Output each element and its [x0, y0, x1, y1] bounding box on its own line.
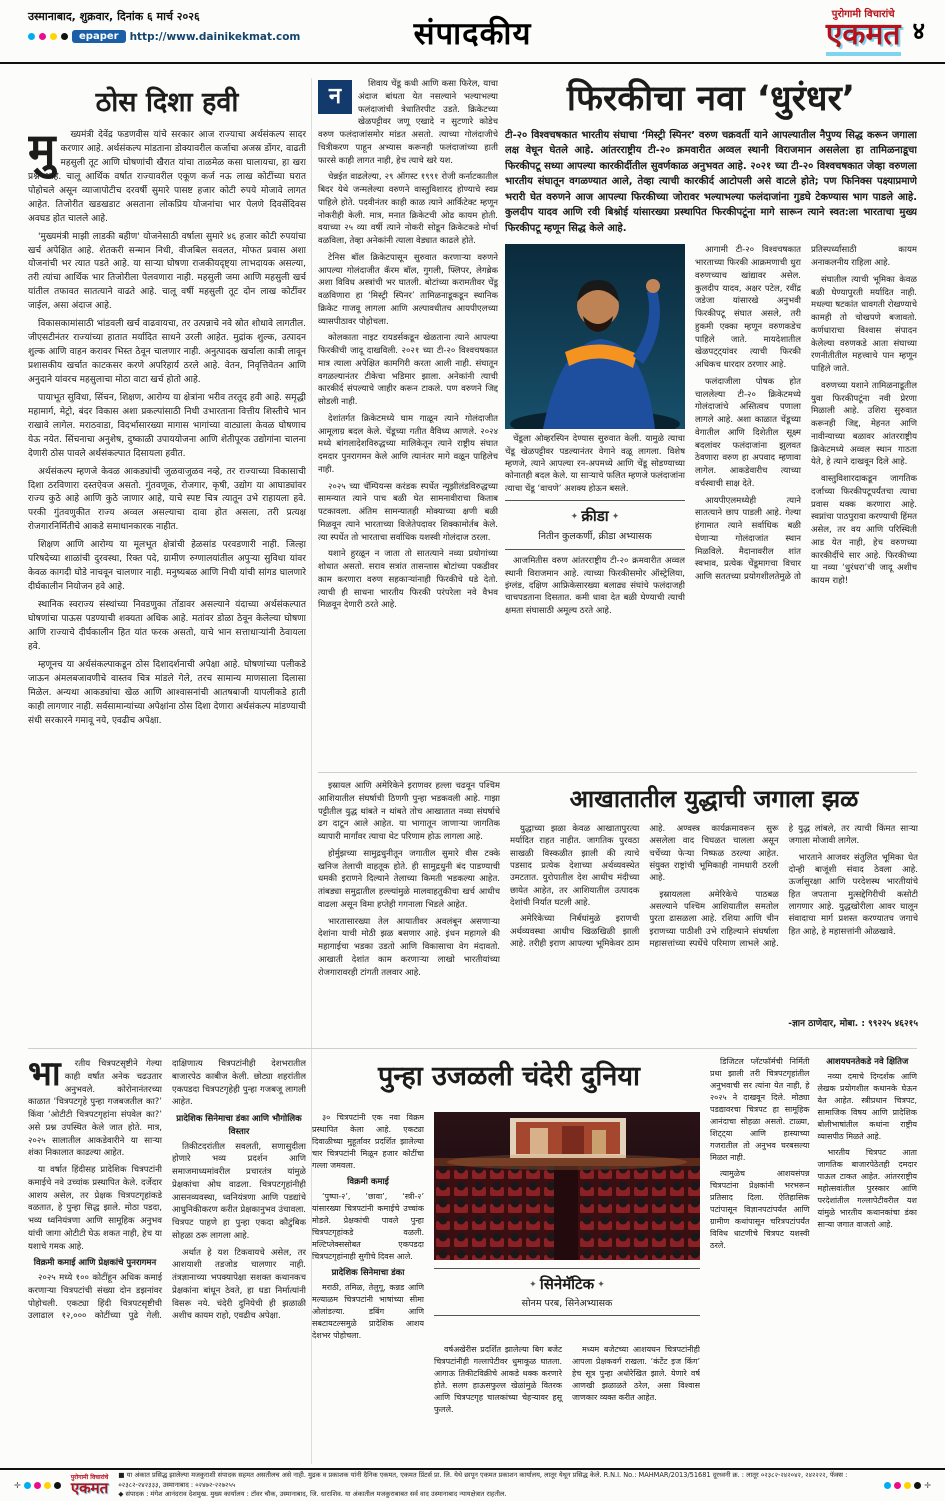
paragraph: नव्या दमाचे दिग्दर्शक आणि लेखक प्रयोगशील कथानके घेऊन येत आहेत. स्त्रीप्रधान चित्रपट, सामाजिक विषय आणि प्रादेशिक बोलीभाषांतील कथांना राष्ट्रीय व्यासपीठ मिळते आहे. [817, 1071, 917, 1141]
paragraph: ‘पुष्पा-२’, ‘छावा’, ‘स्त्री-२’ यांसारख्या चित्रपटांनी कमाईचे उच्चांक मोडले. प्रेक्षकांची पावले पुन्हा चित्रपटगृहांकडे वळली. मल्टिप्लेक्ससोबत एकपडदा चित्रपटगृहांनाही सुगीचे दिवस आले. [312, 1191, 424, 1261]
footer-brand-logo: एकमत [70, 1479, 109, 1497]
paragraph: शिवाय चेंडू कधी आणि कसा फिरेल, याचा अंदाज बांधता येत नसल्याने भल्याभल्या फलंदाजांची त्रेधातिरपीट उडते. क्रिकेटच्या खेळपट्टीवर जणू एखादे न सुटणारे कोडेच वरुण फलंदाजांसमोर मांडत असतो. त्याच्या गोलंदाजीचे चित्रीकरण पाहून अभ्यास करूनही फलंदाजांच्या हाती फारसे काही लागत नाही, हेच त्याचे खरे यश. [318, 79, 498, 166]
subhead: विक्रमी कमाई आणि प्रेक्षकांचे पुनरागमन [33, 1258, 157, 1269]
footer-line1: ■ या अंकात प्रसिद्ध झालेल्या मजकुराशी संपादक सहमत असतीलच असे नाही. मुद्रक व प्रकाशक यांनी दैनिक एकमत, एकमत प्रिंटर्स प्रा. लि. येथे छापून एकमत प्रकाशन कार्यालय, लातूर येथून प्रसिद्ध केले. R.N.I. No.: MAHMAR/2013/51681 दूरध्वनी क्र. : लातूर ०२३८२-२४२०४२, २४२२२२, फॅक्स : ०२३८२-२४२३३३, उस्मानाबाद : ०२४७२-२२७२५५ [118, 1471, 848, 1489]
cinema-topic-title: ✦ सिनेमॅटिक ✦ [436, 1274, 698, 1294]
paragraph: आगामी टी-२० विश्वचषकात भारताच्या फिरकी आक्रमणाची धुरा वरुणच्याच खांद्यावर असेल. कुलदीप यादव, अक्षर पटेल, रवींद्र जडेजा यांसारखे अनुभवी फिरकीपटू संघात असले, तरी हुकमी एक्का म्हणून वरुणकडेच पाहिले जाते. मायदेशातील खेळपट्ट्यांवर त्याची फिरकी अधिकच धारदार ठरणार आहे. [695, 245, 801, 370]
gulf-byline: -ज्ञान ठाणेदार, मोबा. : ९९२२५ ४६२१५ [788, 1019, 918, 1029]
cmyk-dot-cyan-icon [24, 1482, 31, 1489]
cricket-dropcap: न [318, 80, 352, 114]
paragraph: पायाभूत सुविधा, सिंचन, शिक्षण, आरोग्य या क्षेत्रांना भरीव तरतूद हवी आहे. समृद्धी महामार्ग, मेट्रो, बंदर विकास अशा प्रकल्पांसाठी निधी उभारताना वित्तीय शिस्तीचे भान राखावे लागेल. मराठवाडा, विदर्भासारख्या मागास भागांच्या वाट्याला केवळ घोषणाच येऊ नयेत. सिंचनाचा अनुशेष, दुष्काळी उपाययोजना आणि शेतीपूरक उद्योगांना चालना देणारी ठोस पावले अर्थसंकल्पात दिसायला हवीत. [28, 392, 306, 459]
cinema-under-columns [434, 1344, 700, 1464]
cmyk-dot-yellow-icon [44, 1482, 51, 1489]
paragraph: या वर्षात हिंदीसह प्रादेशिक चित्रपटांनी कमाईचे नवे उच्चांक प्रस्थापित केले. दर्जेदार आशय असेल, तर प्रेक्षक चित्रपटगृहांकडे वळतात, हे पुन्हा सिद्ध झाले. मोठा पडदा, भव्य ध्वनियंत्रणा आणि सामूहिक अनुभव यांची जागा ओटीटी घेऊ शकत नाही, हेच या यशाचे गमक आहे. [28, 1165, 162, 1252]
paragraph: टेनिस बॉल क्रिकेटपासून सुरुवात करणाऱ्या वरुणने आपल्या गोलंदाजीत कॅरम बॉल, गुगली, फ्लिपर, लेगब्रेक अशा विविध अस्त्रांची भर घातली. बोटांच्या करामतीवर चेंडू वळविणारा हा ‘मिस्ट्री स्पिनर’ तामिळनाडूकडून स्थानिक क्रिकेट गाजवू लागला आणि अल्पावधीतच आयपीएलच्या व्यासपीठावर पोहोचला. [318, 252, 498, 327]
gulf-right-region [510, 780, 918, 1038]
paragraph: युद्धाच्या झळा केवळ आखातापुरत्या मर्यादित राहत नाहीत. जागतिक पुरवठा साखळी विस्कळीत झाली की त्याचे पडसाद प्रत्येक देशाच्या अर्थव्यवस्थेत उमटतात. युरोपातील देश आधीच मंदीच्या छायेत आहेत, तर आशियातील उत्पादक देशांची निर्यात घटली आहे. [510, 824, 640, 908]
paragraph: मध्यम बजेटच्या आशयघन चित्रपटांनीही आपला प्रेक्षकवर्ग राखला. ‘कंटेंट इज किंग’ हेच सूत्र पुन्हा अधोरेखित झाले. येणारे वर्ष आणखी झळाळते ठरेल, असा विश्वास जाणकार व्यक्त करीत आहेत. [572, 1345, 700, 1402]
paragraph: अर्थात हे यश टिकवायचे असेल, तर आशयाशी तडजोड चालणार नाही. तंत्रज्ञानाच्या भपक्यापेक्षा सशक्त कथानकच प्रेक्षकांना बांधून ठेवते, हा धडा निर्मात्यांनी विसरू नये. चंदेरी दुनियेची ही झळाळी अशीच कायम राहो, एवढीच अपेक्षा. [172, 1247, 306, 1322]
cmyk-dot-yellow-icon [904, 1482, 911, 1489]
paragraph: यशाने हुरळून न जाता तो सातत्याने नव्या प्रयोगांच्या शोधात असतो. सराव सत्रांत तासन्तास बोटांच्या पकडीवर काम करणारा वरुण सहकाऱ्यांनाही फिरकीचे धडे देतो. त्याची ही साधना भारतीय फिरकी परंपरेला नवे वैभव मिळवून देणारी ठरते आहे. [318, 549, 498, 611]
sports-topic-author: नितीन कुलकर्णी, क्रीडा अभ्यासक [538, 530, 652, 542]
editorial-dropcap: मु [28, 129, 56, 177]
brand-tagline: पुरोगामी विचारांचे [831, 9, 895, 20]
paragraph: रतीय चित्रपटसृष्टीने गेल्या काही वर्षांत अनेक चढउतार अनुभवले. कोरोनानंतरच्या काळात ‘चित्रपटगृहे पुन्हा गजबजतील का?’ किंवा ‘ओटीटी चित्रपटगृहांना संपवेल का?’ असे प्रश्न उपस्थित केले जात होते. मात्र, २०२५ सालातील आकडेवारीने या साऱ्या शंका निकालात काढल्या आहेत. [28, 1059, 162, 1159]
paragraph: अर्थसंकल्प म्हणजे केवळ आकड्यांची जुळवाजुळव नव्हे, तर राज्याच्या विकासाची दिशा ठरविणारा दस्तऐवज असतो. गुंतवणूक, रोजगार, कृषी, उद्योग या आघाड्यांवर राज्य कुठे आहे आणि कुठे जाणार आहे, याचे स्पष्ट चित्र त्यातून उभे राहायला हवे. परकी गुंतवणुकीत राज्य अव्वल असल्याचा दावा होत असला, तरी प्रत्यक्ष रोजगारनिर्मितीचे आकडे समाधानकारक नाहीत. [28, 466, 306, 533]
article-film-industry [28, 1058, 306, 1464]
paragraph: वरुणच्या यशाने तामिळनाडूतील युवा फिरकीपटूंना नवी प्रेरणा मिळाली आहे. उशिरा सुरुवात करूनही जिद्द, मेहनत आणि नावीन्याच्या बळावर आंतरराष्ट्रीय क्रिकेटमध्ये अव्वल स्थान गाठता येते, हे त्याने दाखवून दिले आहे. [811, 380, 917, 468]
paragraph: मराठी, तमिळ, तेलुगू, कन्नड आणि मल्याळम चित्रपटांनी भाषांच्या सीमा ओलांडल्या. डबिंग आणि सबटायटल्समुळे प्रादेशिक आशय देशभर पोहोचला. [312, 1282, 424, 1340]
article-gulf-war [318, 780, 918, 1042]
paragraph: तिकीटदरांतील सवलती, सणासुदीला होणारे भव्य प्रदर्शन आणि समाजमाध्यमांवरील प्रचारतंत्र यांमुळे प्रेक्षकांचा ओघ वाढला. चित्रपटगृहांनीही आसनव्यवस्था, ध्वनियंत्रणा आणि पडद्यांचे आधुनिकीकरण करीत प्रेक्षकानुभव उंचावला. चित्रपट पाहणे हा पुन्हा एकदा कौटुंबिक सोहळा ठरू लागला आहे. [172, 1141, 306, 1241]
brand-block [826, 6, 901, 56]
cinema-right-columns [710, 1056, 917, 1464]
sports-topic-box [505, 500, 685, 551]
article-cinema [312, 1056, 917, 1464]
sports-topic-title: ✦ क्रीडा ✦ [507, 506, 683, 528]
paragraph: २०२५ च्या चॅम्पियन्स करंडक स्पर्धेत न्यूझीलंडविरुद्धच्या सामन्यात त्याने पाच बळी घेत सामनावीराचा किताब पटकावला. अंतिम सामन्यातही मोक्याच्या क्षणी बळी मिळवून त्याने भारताच्या विजेतेपदावर शिक्कामोर्तब केले. त्या स्पर्धेत तो भारताचा सर्वाधिक यशस्वी गोलंदाज ठरला. [318, 481, 498, 543]
paragraph: विकासकामांसाठी भांडवली खर्च वाढवायचा, तर उत्पन्नाचे नवे स्रोत शोधावे लागतील. जीएसटीनंतर राज्यांच्या हातात मर्यादित साधने उरली आहेत. मुद्रांक शुल्क, उत्पादन शुल्क आणि वाहन करावर भिस्त ठेवून चालणार नाही. अनुत्पादक खर्चाला कात्री लावून प्रशासकीय खर्चात काटकसर करणे अपरिहार्य ठरले आहे. वेतन, निवृत्तिवेतन आणि अनुदाने यांवरच महसुलाचा मोठा वाटा खर्च होतो आहे. [28, 319, 306, 385]
epaper-badge[interactable]: epaper [72, 30, 126, 43]
footer-imprint [0, 1468, 945, 1501]
epaper-url-link[interactable]: http://www.dainikekmat.com [129, 30, 301, 43]
cinema-topic-box [434, 1268, 700, 1316]
article-cricket-main [505, 78, 917, 768]
brand-underline [826, 52, 901, 56]
dateline: उस्मानाबाद, शुक्रवार, दिनांक ६ मार्च २०२६ [28, 10, 200, 23]
subhead: विक्रमी कमाई [347, 1177, 389, 1187]
reg-mark-icon: ✛ [924, 1481, 931, 1490]
cricket-after-box-paragraph: आजमितीस वरुण आंतरराष्ट्रीय टी-२० क्रमवारीत अव्वल स्थानी विराजमान आहे. त्याच्या फिरकीसमोर ऑस्ट्रेलिया, इंग्लंड, दक्षिण आफ्रिकेसारख्या बलाढ्य संघांचे फलंदाजही चाचपडताना दिसतात. कमी धावा देत बळी घेण्याची त्याची क्षमता संघासाठी अमूल्य ठरते आहे. [505, 556, 685, 616]
subhead: आशयघनतेकडे नवे क्षितिज [826, 1057, 909, 1067]
paragraph: ख्यमंत्री देवेंद्र फडणवीस यांचे सरकार आज राज्याचा अर्थसंकल्प सादर करणार आहे. अर्थसंकल्प मांडताना डोक्यावरील कर्जाचा अजस्र डोंगर, वाढती महसुली तूट आणि घोषणांची खैरात यांचा ताळमेळ कसा घालायचा, हा खरा प्रश्न आहे. चालू आर्थिक वर्षात राज्यावरील एकूण कर्ज नऊ लाख कोटींच्या घरात पोहोचले असून व्याजापोटीच दरवर्षी सुमारे पासष्ट हजार कोटी रुपये मोजावे लागत आहेत. तिजोरीत खडखडाट असताना लोकप्रिय योजनांचा भार पेलणे दिवसेंदिवस अवघड होत चालले आहे. [28, 130, 306, 224]
cricket-intro: टी-२० विश्वचषकात भारतीय संघाचा ‘मिस्ट्री स्पिनर’ वरुण चक्रवर्ती याने आपल्यातील नैपुण्य सिद्ध करून जगाला लक्ष वेधून घेतले आहे. आंतरराष्ट्रीय टी-२० क्रमवारीत अव्वल स्थानी विराजमान असलेला हा तामिळनाडूचा फिरकीपटू सध्या आपल्या कारकीर्दीतील सुवर्णकाळ अनुभवत आहे. २०२१ च्या टी-२० विश्वचषकात जेव्हा वरुणला भारतीय संघातून वगळण्यात आले, तेव्हा त्याची कारकीर्द आटोपली असे वाटले होते; पण फिनिक्स पक्ष्याप्रमाणे भरारी घेत वरुणने आज आपल्या फिरकीच्या जोरावर भल्याभल्या फलंदाजांना गुडघे टेकण्यास भाग पाडले आहे. कुलदीप यादव आणि रवी बिश्नोई यांसारख्या प्रस्थापित फिरकीपटूंना मागे सारून त्याने स्वत:ला भारताचा मुख्य फिरकीपटू म्हणून सिद्ध केले आहे. [505, 129, 917, 234]
masthead-rule [0, 62, 945, 64]
paragraph: स्थानिक स्वराज्य संस्थांच्या निवडणुका तोंडावर असल्याने यंदाच्या अर्थसंकल्पात घोषणांचा पाऊस पडण्याची शक्यता अधिक आहे. मतांवर डोळा ठेवून केलेल्या घोषणा आणि राज्याचे दीर्घकालीन हित यांत फरक असतो, याचे भान सत्ताधाऱ्यांनी ठेवायला हवे. [28, 600, 306, 652]
section-divider [28, 1048, 917, 1049]
subhead: प्रादेशिक सिनेमाचा डंका आणि भौगोलिक विस्तार [176, 1114, 302, 1137]
cmyk-dot-magenta-icon [894, 1482, 901, 1489]
paragraph: ३० चित्रपटांनी एक नवा विक्रम प्रस्थापित केला आहे. एकट्या दिवाळीच्या मुहूर्तावर प्रदर्शित झालेल्या चार चित्रपटांनी मिळून हजार कोटींचा गल्ला जमवला. [312, 1113, 424, 1170]
paragraph: भारतीय चित्रपट आता जागतिक बाजारपेठेतही दमदार पाऊल टाकत आहेत. आंतरराष्ट्रीय महोत्सवांतील पुरस्कार आणि परदेशांतील गल्लापेटीवरील यश यांमुळे भारतीय कथानकांचा डंका साऱ्या जगात वाजतो आहे. [817, 1147, 917, 1229]
footer-reg-dots-left [14, 1481, 61, 1490]
footer-brand-tagline: पुरोगामी विचारांचे [70, 1474, 109, 1481]
cmyk-dot-black-icon [914, 1482, 921, 1489]
paragraph: म्हणूनच या अर्थसंकल्पाकडून ठोस दिशादर्शनाची अपेक्षा आहे. घोषणांच्या पलीकडे जाऊन अंमलबजावणीचे वास्तव चित्र मांडले गेले, तरच सामान्य माणसाला दिलासा मिळेल. अन्यथा आकड्यांचा खेळ आणि आश्वासनांची आतषबाजी यापलीकडे हाती काही लागणार नाही. सर्वसामान्यांच्या अपेक्षांना ठोस दिशा देणारा अर्थसंकल्प मांडण्याची संधी सरकारने गमावू नये, एवढीच अपेक्षा. [28, 659, 306, 726]
cmyk-dot-cyan-icon [884, 1482, 891, 1489]
brand-logo: एकमत [825, 17, 901, 52]
paragraph: भारताने आजवर संतुलित भूमिका घेत दोन्ही बाजूंशी संवाद ठेवला आहे. ऊर्जासुरक्षा आणि परदेशस्थ भारतीयांचे हित जपताना मुत्सद्देगिरीची कसोटी लागणार आहे. युद्धखोरीला आवर घालून संवादाचा मार्ग प्रशस्त करण्यातच जगाचे हित आहे, हे महासत्तांनी ओळखावे. [788, 852, 918, 937]
gulf-left-column [318, 780, 500, 1038]
article-cricket-left-column [318, 78, 498, 768]
paragraph: संघातील त्याची भूमिका केवळ बळी घेण्यापुरती मर्यादित नाही. मधल्या षटकांत धावगती रोखण्याचे कामही तो चोखपणे बजावतो. कर्णधाराचा विश्वास संपादन केलेल्या वरुणकडे आता संघाच्या रणनीतीतील महत्त्वाचे पान म्हणून पाहिले जाते. [811, 274, 917, 374]
paragraph: होर्मुझच्या सामुद्रधुनीतून जगातील सुमारे वीस टक्के खनिज तेलाची वाहतूक होते. ही सामुद्रधुनी बंद पाडण्याची धमकी इराणने दिल्याने तेलाच्या किमती भडकल्या आहेत. तांबड्या समुद्रातील हल्ल्यांमुळे मालवाहतुकीचा खर्च आधीच वाढला असून विमा हप्तेही गगनाला भिडले आहेत. [318, 848, 500, 910]
cmyk-dot-black-icon [54, 1482, 61, 1489]
paragraph: भारतासारख्या तेल आयातीवर अवलंबून असणाऱ्या देशांना याची मोठी झळ बसणार आहे. इंधन महागले की महागाईचा भडका उडतो आणि विकासाचा वेग मंदावतो. आखाती देशांत काम करणाऱ्या लाखो भारतीयांच्या रोजगारावरही टांगती तलवार आहे. [318, 916, 500, 978]
cricket-text-columns [695, 244, 917, 749]
paragraph: आयपीएलमध्येही त्याने सातत्याने छाप पाडली आहे. गेल्या हंगामात त्याने सर्वाधिक बळी घेणाऱ्या गोलंदाजांत स्थान मिळविले. मैदानावरील शांत स्वभाव, प्रत्येक चेंडूमागचा विचार आणि सततच्या प्रयोगशीलतेमुळे तो प्रतिस्पर्ध्यांसाठी कायम अनाकलनीय राहिला आहे. [695, 245, 917, 582]
section-title: संपादकीय [413, 16, 532, 52]
cmyk-dot-magenta-icon [34, 1482, 41, 1489]
reg-mark-icon: ✛ [14, 1481, 21, 1490]
paragraph: कोलकाता नाइट रायडर्सकडून खेळताना त्याने आपल्या फिरकीची जादू दाखविली. २०२१ च्या टी-२० विश्वचषकात मात्र त्याला अपेक्षित कामगिरी करता आली नाही. संघातून वगळल्यानंतर टीकेचा भडिमार झाला. अनेकांनी त्याची कारकीर्द संपल्याचे जाहीर करून टाकले. पण वरुणने जिद्द सोडली नाही. [318, 333, 498, 407]
masthead-brand-area [826, 6, 925, 56]
masthead [0, 0, 945, 62]
editorial-body [28, 129, 306, 1029]
footer-line2: ◆ संपादक : मंगेश आनंदराव देशमुख. मुख्य कार्यालय : टॉवर चौक, उस्मानाबाद, जि. धाराशिव. या अंकातील मजकुराबाबत सर्व वाद उस्मानाबाद न्यायक्षेत्रात राहतील. [118, 1490, 507, 1499]
cricket-photo-paragraph: चेंडूला ओव्हरस्पिन देण्यास सुरुवात केली. यामुळे त्याचा चेंडू खेळपट्टीवर पडल्यानंतर वेगाने वळू लागला. विशेष म्हणजे, त्याने आपल्या रन-अपमध्ये आणि चेंडू सोडण्याच्या कोनातही बदल केले. या साऱ्याचे फलित म्हणजे फलंदाजांना त्याचा चेंडू ‘वाचणे’ अशक्य होऊन बसले. [505, 434, 685, 494]
subhead: प्रादेशिक सिनेमाचा डंका [331, 1267, 405, 1278]
footer-reg-dots-right [884, 1481, 931, 1490]
cinema-hall-photo [434, 1112, 700, 1260]
cricket-player-photo [505, 244, 685, 429]
paragraph: 'मुख्यमंत्री माझी लाडकी बहीण' योजनेसाठी वर्षाला सुमारे ४६ हजार कोटी रुपयांचा खर्च अपेक्षित आहे. शेतकरी सन्मान निधी, वीजबिल सवलत, मोफत प्रवास अशा योजनांची भर त्यात पडते आहे. या साऱ्या घोषणा राजकीयदृष्ट्या लाभदायक असल्या, तरी त्यांचा आर्थिक भार तिजोरीला पेलवणारा नाही. महसुली जमा आणि महसुली खर्च यांतील तफावत सातत्याने वाढते आहे. चालू वर्षी महसुली तूट दोन लाख कोटींवर जाईल, असा अंदाज आहे. [28, 231, 306, 312]
paragraph: देशांतर्गत क्रिकेटमध्ये घाम गाळून त्याने गोलंदाजीत आमूलाग्र बदल केले. चेंडूच्या गतीत वैविध्य आणले. २०२४ मध्ये बांगलादेशविरुद्धच्या मालिकेतून त्याने राष्ट्रीय संघात दमदार पुनरागमन केले आणि त्यानंतर मागे वळून पाहिलेच नाही. [318, 413, 498, 475]
cricket-headline: फिरकीचा नवा ‘धुरंधर’ [566, 79, 856, 119]
paragraph: अमेरिकेच्या निर्बंधांमुळे इराणची अर्थव्यवस्था आधीच खिळखिळी झाली आहे. तरीही इराण आपल्या भूमिकेवर ठाम आहे. अण्वस्त्र कार्यक्रमावरून सुरू असलेला वाद चिघळत चालला असून चर्चेच्या फेऱ्या निष्फळ ठरल्या आहेत. संयुक्त राष्ट्रांची भूमिकाही नामधारी ठरली आहे. [510, 824, 779, 949]
footer-imprint-text [118, 1471, 874, 1500]
paragraph: चेन्नईत वाढलेल्या, २९ ऑगस्ट १९९१ रोजी कर्नाटकातील बिदर येथे जन्मलेल्या वरुणने वास्तुविशारद होण्याचे स्वप्न पाहिले होते. पदवीनंतर काही काळ त्याने आर्किटेक्ट म्हणून नोकरीही केली. मात्र, मनात क्रिकेटची ओढ कायम होती. वयाच्या २५ व्या वर्षी त्याने नोकरी सोडून क्रिकेटकडे मोर्चा वळविला, तेव्हा अनेकांनी त्याला वेड्यात काढले होते. [318, 172, 498, 246]
editorial-headline: ठोस दिशा हवी [95, 87, 239, 118]
paragraph: त्यामुळेच आशयसंपन्न चित्रपटांना प्रेक्षकांनी भरभरून प्रतिसाद दिला. ऐतिहासिक पटांपासून विज्ञानपटांपर्यंत आणि ग्रामीण कथांपासून चरित्रपटांपर्यंत विविध धाटणीचे चित्रपट यशस्वी ठरले. [710, 1169, 810, 1250]
paragraph: इस्रायलला अमेरिकेचे पाठबळ असल्याने पश्चिम आशियातील समतोल पुरता ढासळला आहे. रशिया आणि चीन इराणच्या पाठीशी उभे राहिल्याने संघर्षाला महासत्तांच्या स्पर्धेचे परिमाण लाभले आहे. हे युद्ध लांबले, तर त्याची किंमत साऱ्या जगाला मोजावी लागेल. [649, 824, 918, 949]
paragraph: वर्षअखेरीस प्रदर्शित झालेल्या बिग बजेट चित्रपटांनीही गल्लापेटीवर धुमाकूळ घातला. आगाऊ तिकीटविक्रीचे आकडे थक्क करणारे होते. सलग हाऊसफुल्ल खेळांमुळे वितरक आणि चित्रपटगृह चालकांच्या चेहऱ्यावर हसू फुलले. [434, 1345, 562, 1414]
gulf-headline: आखातातील युद्धाची जगाला झळ [569, 785, 859, 813]
paragraph: वास्तुविशारदाकडून जागतिक दर्जाच्या फिरकीपटूपर्यंतचा त्याचा प्रवास थक्क करणारा आहे. स्वप्नांचा पाठपुरावा करण्याची हिंमत असेल, तर वय आणि परिस्थिती आड येत नाही, हेच वरुणच्या कारकीर्दीचे सार आहे. फिरकीच्या या नव्या ‘धुरंधरा’ची जादू अशीच कायम राहो! [811, 474, 917, 586]
paragraph: शिक्षण आणि आरोग्य या मूलभूत क्षेत्रांची हेळसांड परवडणारी नाही. जिल्हा परिषदेच्या शाळांची दुरवस्था, रिक्त पदे, ग्रामीण रुग्णालयांतील अपुऱ्या सुविधा यांवर केवळ कागदी घोडे नाचवून चालणार नाही. मनुष्यबळ आणि निधी यांची सांगड घालणारे दीर्घकालीन नियोजन हवे आहे. [28, 540, 306, 593]
article-editorial [28, 78, 306, 1030]
cricket-body-row [505, 244, 917, 749]
section-divider [318, 772, 917, 773]
page-number: ४ [912, 17, 925, 45]
paragraph: २०२५ मध्ये १०० कोटींहून अधिक कमाई करणाऱ्या चित्रपटांची संख्या दोन डझनांवर पोहोचली. एकट्या हिंदी चित्रपटसृष्टीची उलाढाल १२,००० कोटींच्या पुढे गेली. दाक्षिणात्य चित्रपटांनीही देशभरातील बाजारपेठ काबीज केली. छोट्या शहरांतील एकपडदा चित्रपटगृहेही पुन्हा गजबजू लागली आहेत. [28, 1059, 306, 1322]
paragraph: इस्रायल आणि अमेरिकेने इराणवर हल्ला चढवून पश्चिम आशियातील संघर्षाची ठिणगी पुन्हा भडकवली आहे. गाझा पट्टीतील युद्ध थांबते न थांबते तोच आखातात नव्या संघर्षाचे ढग दाटून आले आहेत. या भागातून जाणाऱ्या जागतिक व्यापारी मार्गांवर त्याचा थेट परिणाम होऊ लागला आहे. [318, 781, 500, 842]
cinema-headline: पुन्हा उजळली चंदेरी दुनिया [377, 1061, 641, 1092]
paragraph: फलंदाजीला पोषक होत चाललेल्या टी-२० क्रिकेटमध्ये गोलंदाजांचे अस्तित्वच पणाला लागले आहे. अशा काळात चेंडूच्या वेगातील आणि दिशेतील सूक्ष्म बदलांवर फलंदाजांना झुलवत ठेवणारा वरुण हा अपवाद म्हणावा लागेल. आकडेवारीच त्याच्या वर्चस्वाची साक्ष देते. [695, 376, 801, 489]
footer-brand [71, 1475, 109, 1496]
film-article-body [28, 1058, 306, 1462]
cinema-left-column [312, 1112, 424, 1464]
cricket-photo-column [505, 244, 685, 749]
cinema-topic-author: सोनम परब, सिनेअभ्यासक [521, 1298, 613, 1309]
paragraph: डिजिटल प्लॅटफॉर्मची निर्मिती प्रथा झाली तरी चित्रपटगृहांतील अनुभवाची सर त्यांना येत नाही, हे २०२५ ने दाखवून दिले. मोठ्या पडद्यावरचा चित्रपट हा सामूहिक आनंदाचा सोहळा असतो. टाळ्या, शिट्ट्या आणि हास्याच्या गजरातील तो अनुभव घरबसल्या मिळत नाही. [710, 1057, 810, 1162]
gulf-text-columns [510, 823, 918, 1013]
film-dropcap: भा [28, 1058, 61, 1094]
